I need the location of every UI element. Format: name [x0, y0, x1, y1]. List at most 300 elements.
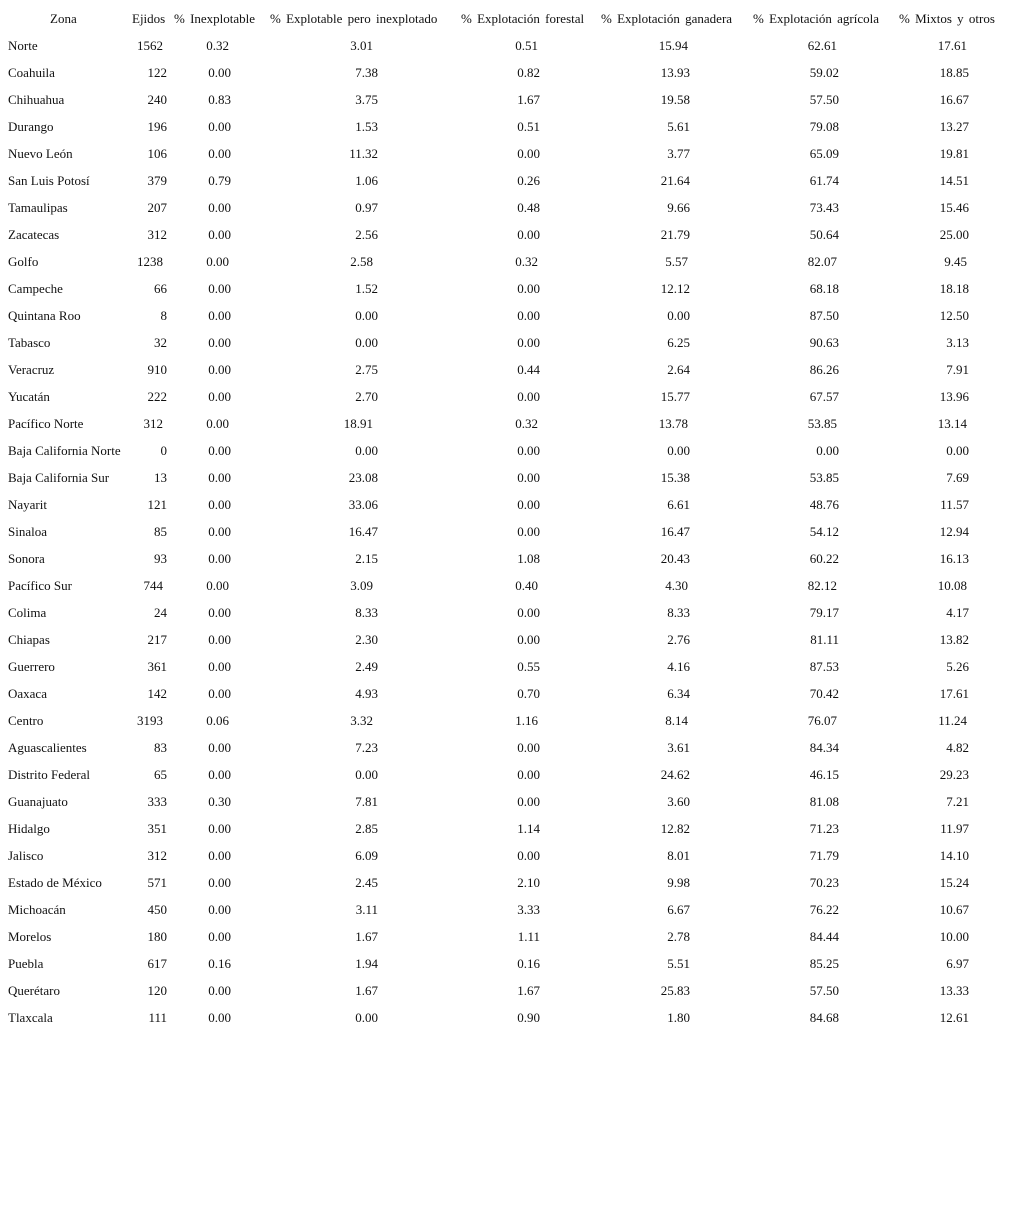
ganadera-cell: 8.33: [667, 605, 690, 620]
table-row: [0, 740, 1015, 767]
ganadera-cell: 6.25: [667, 335, 690, 350]
zona-cell: Hidalgo: [8, 821, 50, 836]
ejidos-cell: 379: [147, 173, 167, 188]
agricola-cell: 54.12: [809, 524, 839, 539]
ejidos-cell: 65: [154, 767, 167, 782]
ganadera-cell: 13.78: [658, 416, 688, 431]
ganadera-cell: 3.61: [667, 740, 690, 755]
mixtos-cell: 25.00: [939, 227, 969, 242]
explotable-inexplotado-cell: 2.56: [355, 227, 378, 242]
explotable-inexplotado-cell: 1.67: [355, 929, 378, 944]
forestal-cell: 0.16: [517, 956, 540, 971]
zona-cell: Chihuahua: [8, 92, 65, 107]
zona-cell: Michoacán: [8, 902, 66, 917]
forestal-cell: 1.16: [515, 713, 538, 728]
ganadera-cell: 0.00: [667, 443, 690, 458]
inexplotable-cell: 0.00: [208, 551, 231, 566]
agricola-cell: 57.50: [809, 983, 839, 998]
header-ejidos: Ejidos: [132, 11, 166, 26]
table-row: [0, 902, 1015, 929]
header-agricola: % Explotación agrícola: [753, 11, 880, 26]
inexplotable-cell: 0.00: [208, 524, 231, 539]
inexplotable-cell: 0.00: [208, 335, 231, 350]
explotable-inexplotado-cell: 3.75: [355, 92, 378, 107]
ejidos-cell: 240: [147, 92, 167, 107]
mixtos-cell: 18.85: [939, 65, 969, 80]
mixtos-cell: 13.96: [939, 389, 969, 404]
explotable-inexplotado-cell: 1.94: [355, 956, 378, 971]
forestal-cell: 0.32: [515, 416, 538, 431]
ganadera-cell: 12.12: [660, 281, 690, 296]
mixtos-cell: 14.51: [939, 173, 969, 188]
inexplotable-cell: 0.00: [208, 227, 231, 242]
table-row: [0, 362, 1015, 389]
zona-cell: Quintana Roo: [8, 308, 81, 323]
ejidos-cell: 312: [143, 416, 163, 431]
mixtos-cell: 12.94: [939, 524, 969, 539]
explotable-inexplotado-cell: 2.75: [355, 362, 378, 377]
zona-cell: Guerrero: [8, 659, 55, 674]
agricola-cell: 90.63: [809, 335, 839, 350]
table-row: [0, 632, 1015, 659]
agricola-cell: 73.43: [809, 200, 839, 215]
zona-cell: Coahuila: [8, 65, 55, 80]
explotable-inexplotado-cell: 3.32: [350, 713, 373, 728]
agricola-cell: 87.53: [809, 659, 839, 674]
ejidos-cell: 106: [147, 146, 167, 161]
ejidos-cell: 910: [147, 362, 167, 377]
table-row: [0, 227, 1015, 254]
zona-cell: Tabasco: [8, 335, 51, 350]
ganadera-cell: 15.38: [660, 470, 690, 485]
ganadera-cell: 9.98: [667, 875, 690, 890]
forestal-cell: 0.00: [517, 227, 540, 242]
zona-cell: Centro: [8, 713, 44, 728]
region-row: [0, 713, 1015, 740]
table-row: [0, 983, 1015, 1010]
inexplotable-cell: 0.00: [208, 470, 231, 485]
mixtos-cell: 18.18: [939, 281, 969, 296]
inexplotable-cell: 0.00: [208, 146, 231, 161]
mixtos-cell: 4.17: [946, 605, 969, 620]
zona-cell: Estado de México: [8, 875, 102, 890]
mixtos-cell: 16.13: [939, 551, 969, 566]
ganadera-cell: 5.57: [665, 254, 688, 269]
ejidos-cell: 450: [147, 902, 167, 917]
mixtos-cell: 7.91: [946, 362, 969, 377]
forestal-cell: 0.00: [517, 524, 540, 539]
ganadera-cell: 3.60: [667, 794, 690, 809]
forestal-cell: 1.14: [517, 821, 540, 836]
explotable-inexplotado-cell: 2.58: [350, 254, 373, 269]
agricola-cell: 0.00: [816, 443, 839, 458]
table-row: [0, 497, 1015, 524]
ejidos-cell: 196: [147, 119, 167, 134]
ganadera-cell: 2.64: [667, 362, 690, 377]
ganadera-cell: 6.61: [667, 497, 690, 512]
ejidos-cell: 120: [147, 983, 167, 998]
forestal-cell: 3.33: [517, 902, 540, 917]
table-row: [0, 659, 1015, 686]
mixtos-cell: 19.81: [939, 146, 969, 161]
forestal-cell: 0.44: [517, 362, 540, 377]
mixtos-cell: 11.24: [938, 713, 967, 728]
inexplotable-cell: 0.00: [208, 1010, 231, 1025]
agricola-cell: 76.07: [807, 713, 837, 728]
forestal-cell: 0.00: [517, 497, 540, 512]
inexplotable-cell: 0.06: [206, 713, 229, 728]
explotable-inexplotado-cell: 18.91: [343, 416, 373, 431]
inexplotable-cell: 0.16: [208, 956, 231, 971]
explotable-inexplotado-cell: 7.38: [355, 65, 378, 80]
agricola-cell: 70.23: [809, 875, 839, 890]
explotable-inexplotado-cell: 0.00: [355, 443, 378, 458]
header-forestal: % Explotación forestal: [461, 11, 585, 26]
region-row: [0, 416, 1015, 443]
explotable-inexplotado-cell: 1.53: [355, 119, 378, 134]
inexplotable-cell: 0.00: [208, 389, 231, 404]
ejidos-cell: 93: [154, 551, 167, 566]
agricola-cell: 87.50: [809, 308, 839, 323]
table-row: [0, 470, 1015, 497]
table-row: [0, 551, 1015, 578]
forestal-cell: 1.67: [517, 983, 540, 998]
explotable-inexplotado-cell: 2.70: [355, 389, 378, 404]
explotable-inexplotado-cell: 0.00: [355, 308, 378, 323]
ejidos-cell: 571: [147, 875, 167, 890]
header-zona: Zona: [50, 11, 77, 26]
zona-cell: Norte: [8, 38, 38, 53]
agricola-cell: 50.64: [809, 227, 839, 242]
inexplotable-cell: 0.83: [208, 92, 231, 107]
agricola-cell: 65.09: [809, 146, 839, 161]
inexplotable-cell: 0.00: [208, 929, 231, 944]
forestal-cell: 1.67: [517, 92, 540, 107]
explotable-inexplotado-cell: 4.93: [355, 686, 378, 701]
inexplotable-cell: 0.00: [208, 200, 231, 215]
mixtos-cell: 7.69: [946, 470, 969, 485]
ejidos-cell: 121: [147, 497, 167, 512]
table-row: [0, 605, 1015, 632]
agricola-cell: 71.79: [809, 848, 839, 863]
mixtos-cell: 15.46: [939, 200, 969, 215]
ejidos-cell: 142: [147, 686, 167, 701]
table-row: [0, 308, 1015, 335]
explotable-inexplotado-cell: 11.32: [349, 146, 378, 161]
mixtos-cell: 3.13: [946, 335, 969, 350]
table-row: [0, 794, 1015, 821]
inexplotable-cell: 0.00: [208, 632, 231, 647]
agricola-cell: 70.42: [809, 686, 839, 701]
explotable-inexplotado-cell: 23.08: [348, 470, 378, 485]
forestal-cell: 0.00: [517, 335, 540, 350]
mixtos-cell: 17.61: [937, 38, 967, 53]
mixtos-cell: 12.50: [939, 308, 969, 323]
zona-cell: Puebla: [8, 956, 44, 971]
zona-cell: Tamaulipas: [8, 200, 68, 215]
agricola-cell: 62.61: [807, 38, 837, 53]
zona-cell: Campeche: [8, 281, 63, 296]
ejidos-cell: 744: [143, 578, 163, 593]
agricola-cell: 68.18: [809, 281, 839, 296]
mixtos-cell: 13.27: [939, 119, 969, 134]
mixtos-cell: 14.10: [939, 848, 969, 863]
zona-cell: Nayarit: [8, 497, 47, 512]
forestal-cell: 0.00: [517, 308, 540, 323]
ejidos-cell: 351: [147, 821, 167, 836]
ganadera-cell: 21.79: [660, 227, 690, 242]
ejidos-cell: 111: [148, 1010, 167, 1025]
ejidos-cell: 617: [147, 956, 167, 971]
forestal-cell: 0.70: [517, 686, 540, 701]
agricola-cell: 81.11: [810, 632, 839, 647]
forestal-cell: 0.00: [517, 470, 540, 485]
inexplotable-cell: 0.00: [208, 875, 231, 890]
inexplotable-cell: 0.00: [208, 443, 231, 458]
ejidos-cell: 0: [160, 443, 167, 458]
zona-cell: Nuevo León: [8, 146, 73, 161]
explotable-inexplotado-cell: 2.45: [355, 875, 378, 890]
ganadera-cell: 5.51: [667, 956, 690, 971]
mixtos-cell: 10.00: [939, 929, 969, 944]
ganadera-cell: 1.80: [667, 1010, 690, 1025]
mixtos-cell: 15.24: [939, 875, 969, 890]
ejidos-cell: 333: [147, 794, 167, 809]
explotable-inexplotado-cell: 33.06: [348, 497, 378, 512]
explotable-inexplotado-cell: 7.81: [355, 794, 378, 809]
ganadera-cell: 3.77: [667, 146, 690, 161]
agricola-cell: 84.44: [809, 929, 839, 944]
forestal-cell: 0.00: [517, 281, 540, 296]
mixtos-cell: 13.33: [939, 983, 969, 998]
table-row: [0, 146, 1015, 173]
ejidos-cell: 1238: [137, 254, 163, 269]
forestal-cell: 0.00: [517, 794, 540, 809]
ganadera-cell: 24.62: [660, 767, 690, 782]
ejidos-cell: 13: [154, 470, 167, 485]
explotable-inexplotado-cell: 1.06: [355, 173, 378, 188]
ejidos-cell: 1562: [137, 38, 163, 53]
zona-cell: Guanajuato: [8, 794, 68, 809]
agricola-cell: 46.15: [809, 767, 839, 782]
mixtos-cell: 10.67: [939, 902, 969, 917]
ganadera-cell: 13.93: [660, 65, 690, 80]
header-inexplotable: % Inexplotable: [174, 11, 256, 26]
table-row: [0, 389, 1015, 416]
explotable-inexplotado-cell: 3.01: [350, 38, 373, 53]
zona-cell: Colima: [8, 605, 47, 620]
forestal-cell: 0.48: [517, 200, 540, 215]
table-row: [0, 173, 1015, 200]
agricola-cell: 82.07: [807, 254, 837, 269]
agricola-cell: 86.26: [809, 362, 839, 377]
ganadera-cell: 19.58: [660, 92, 690, 107]
ejidos-cell: 312: [147, 848, 167, 863]
agricola-cell: 84.34: [809, 740, 839, 755]
table-row: [0, 65, 1015, 92]
zona-cell: Distrito Federal: [8, 767, 90, 782]
inexplotable-cell: 0.00: [208, 740, 231, 755]
inexplotable-cell: 0.00: [208, 983, 231, 998]
ganadera-cell: 8.14: [665, 713, 688, 728]
ganadera-cell: 25.83: [660, 983, 690, 998]
table-row: [0, 119, 1015, 146]
forestal-cell: 1.11: [517, 929, 540, 944]
explotable-inexplotado-cell: 0.00: [355, 335, 378, 350]
zona-cell: Zacatecas: [8, 227, 60, 242]
agricola-cell: 84.68: [809, 1010, 839, 1025]
forestal-cell: 0.00: [517, 740, 540, 755]
ganadera-cell: 0.00: [667, 308, 690, 323]
inexplotable-cell: 0.00: [208, 362, 231, 377]
agricola-cell: 81.08: [809, 794, 839, 809]
explotable-inexplotado-cell: 0.97: [355, 200, 378, 215]
ganadera-cell: 4.30: [665, 578, 688, 593]
mixtos-cell: 0.00: [946, 443, 969, 458]
zona-cell: Morelos: [8, 929, 52, 944]
ejidos-cell: 312: [147, 227, 167, 242]
zona-cell: Sinaloa: [8, 524, 47, 539]
inexplotable-cell: 0.00: [208, 281, 231, 296]
inexplotable-cell: 0.00: [208, 308, 231, 323]
inexplotable-cell: 0.00: [208, 119, 231, 134]
inexplotable-cell: 0.00: [206, 578, 229, 593]
ejidos-cell: 207: [147, 200, 167, 215]
forestal-cell: 0.90: [517, 1010, 540, 1025]
zona-cell: Durango: [8, 119, 54, 134]
forestal-cell: 2.10: [517, 875, 540, 890]
explotable-inexplotado-cell: 7.23: [355, 740, 378, 755]
table-row: [0, 335, 1015, 362]
agricola-cell: 57.50: [809, 92, 839, 107]
forestal-cell: 0.26: [517, 173, 540, 188]
forestal-cell: 0.82: [517, 65, 540, 80]
inexplotable-cell: 0.00: [208, 65, 231, 80]
mixtos-cell: 29.23: [939, 767, 969, 782]
explotable-inexplotado-cell: 1.67: [355, 983, 378, 998]
inexplotable-cell: 0.00: [208, 605, 231, 620]
explotable-inexplotado-cell: 0.00: [355, 1010, 378, 1025]
ejidos-cell: 24: [154, 605, 167, 620]
zona-cell: Querétaro: [8, 983, 60, 998]
ejidos-cell: 361: [147, 659, 167, 674]
inexplotable-cell: 0.00: [208, 686, 231, 701]
agricola-cell: 71.23: [809, 821, 839, 836]
ejidos-cell: 32: [154, 335, 167, 350]
agricola-cell: 85.25: [809, 956, 839, 971]
zona-cell: Golfo: [8, 254, 39, 269]
agricola-cell: 53.85: [809, 470, 839, 485]
inexplotable-cell: 0.00: [206, 416, 229, 431]
forestal-cell: 1.08: [517, 551, 540, 566]
zona-cell: Pacífico Sur: [8, 578, 72, 593]
ejidos-cell: 222: [147, 389, 167, 404]
explotable-inexplotado-cell: 6.09: [355, 848, 378, 863]
forestal-cell: 0.00: [517, 146, 540, 161]
ganadera-cell: 6.67: [667, 902, 690, 917]
ejidos-cell: 3193: [137, 713, 163, 728]
mixtos-cell: 10.08: [937, 578, 967, 593]
zona-cell: Sonora: [8, 551, 45, 566]
ganadera-cell: 9.66: [667, 200, 690, 215]
mixtos-cell: 4.82: [946, 740, 969, 755]
inexplotable-cell: 0.79: [208, 173, 231, 188]
ganadera-cell: 12.82: [660, 821, 690, 836]
agricola-cell: 61.74: [809, 173, 839, 188]
inexplotable-cell: 0.00: [208, 821, 231, 836]
zona-cell: Baja California Norte: [8, 443, 121, 458]
ganadera-cell: 16.47: [660, 524, 690, 539]
ganadera-cell: 2.76: [667, 632, 690, 647]
agricola-cell: 53.85: [807, 416, 837, 431]
table-row: [0, 767, 1015, 794]
inexplotable-cell: 0.32: [206, 38, 229, 53]
explotable-inexplotado-cell: 0.00: [355, 767, 378, 782]
agricola-cell: 67.57: [809, 389, 839, 404]
inexplotable-cell: 0.00: [208, 767, 231, 782]
mixtos-cell: 6.97: [946, 956, 969, 971]
mixtos-cell: 9.45: [944, 254, 967, 269]
forestal-cell: 0.40: [515, 578, 538, 593]
zona-cell: Oaxaca: [8, 686, 47, 701]
zona-cell: Baja California Sur: [8, 470, 110, 485]
table-row: [0, 1010, 1015, 1037]
forestal-cell: 0.00: [517, 605, 540, 620]
header-mixtos: % Mixtos y otros: [899, 11, 995, 26]
explotable-inexplotado-cell: 2.15: [355, 551, 378, 566]
table-row: [0, 821, 1015, 848]
ganadera-cell: 4.16: [667, 659, 690, 674]
forestal-cell: 0.00: [517, 767, 540, 782]
mixtos-cell: 11.57: [940, 497, 969, 512]
table-row: [0, 281, 1015, 308]
zona-cell: Yucatán: [8, 389, 50, 404]
zona-cell: Tlaxcala: [8, 1010, 53, 1025]
ganadera-cell: 20.43: [660, 551, 690, 566]
table-row: [0, 524, 1015, 551]
mixtos-cell: 16.67: [939, 92, 969, 107]
table-row: [0, 929, 1015, 956]
mixtos-cell: 7.21: [946, 794, 969, 809]
ganadera-cell: 15.94: [658, 38, 688, 53]
forestal-cell: 0.51: [515, 38, 538, 53]
explotable-inexplotado-cell: 16.47: [348, 524, 378, 539]
region-row: [0, 38, 1015, 65]
zona-cell: San Luis Potosí: [8, 173, 90, 188]
agricola-cell: 76.22: [809, 902, 839, 917]
mixtos-cell: 13.82: [939, 632, 969, 647]
forestal-cell: 0.51: [517, 119, 540, 134]
region-row: [0, 578, 1015, 605]
inexplotable-cell: 0.30: [208, 794, 231, 809]
agricola-cell: 79.08: [809, 119, 839, 134]
table-row: [0, 875, 1015, 902]
ejidos-cell: 217: [147, 632, 167, 647]
table-row: [0, 956, 1015, 983]
ejidos-cell: 66: [154, 281, 167, 296]
forestal-cell: 0.32: [515, 254, 538, 269]
table-row: [0, 686, 1015, 713]
forestal-cell: 0.00: [517, 848, 540, 863]
ejidos-cell: 83: [154, 740, 167, 755]
zona-cell: Pacífico Norte: [8, 416, 84, 431]
inexplotable-cell: 0.00: [208, 497, 231, 512]
table-row: [0, 848, 1015, 875]
explotable-inexplotado-cell: 1.52: [355, 281, 378, 296]
zona-cell: Chiapas: [8, 632, 50, 647]
inexplotable-cell: 0.00: [208, 848, 231, 863]
agricola-cell: 79.17: [809, 605, 839, 620]
